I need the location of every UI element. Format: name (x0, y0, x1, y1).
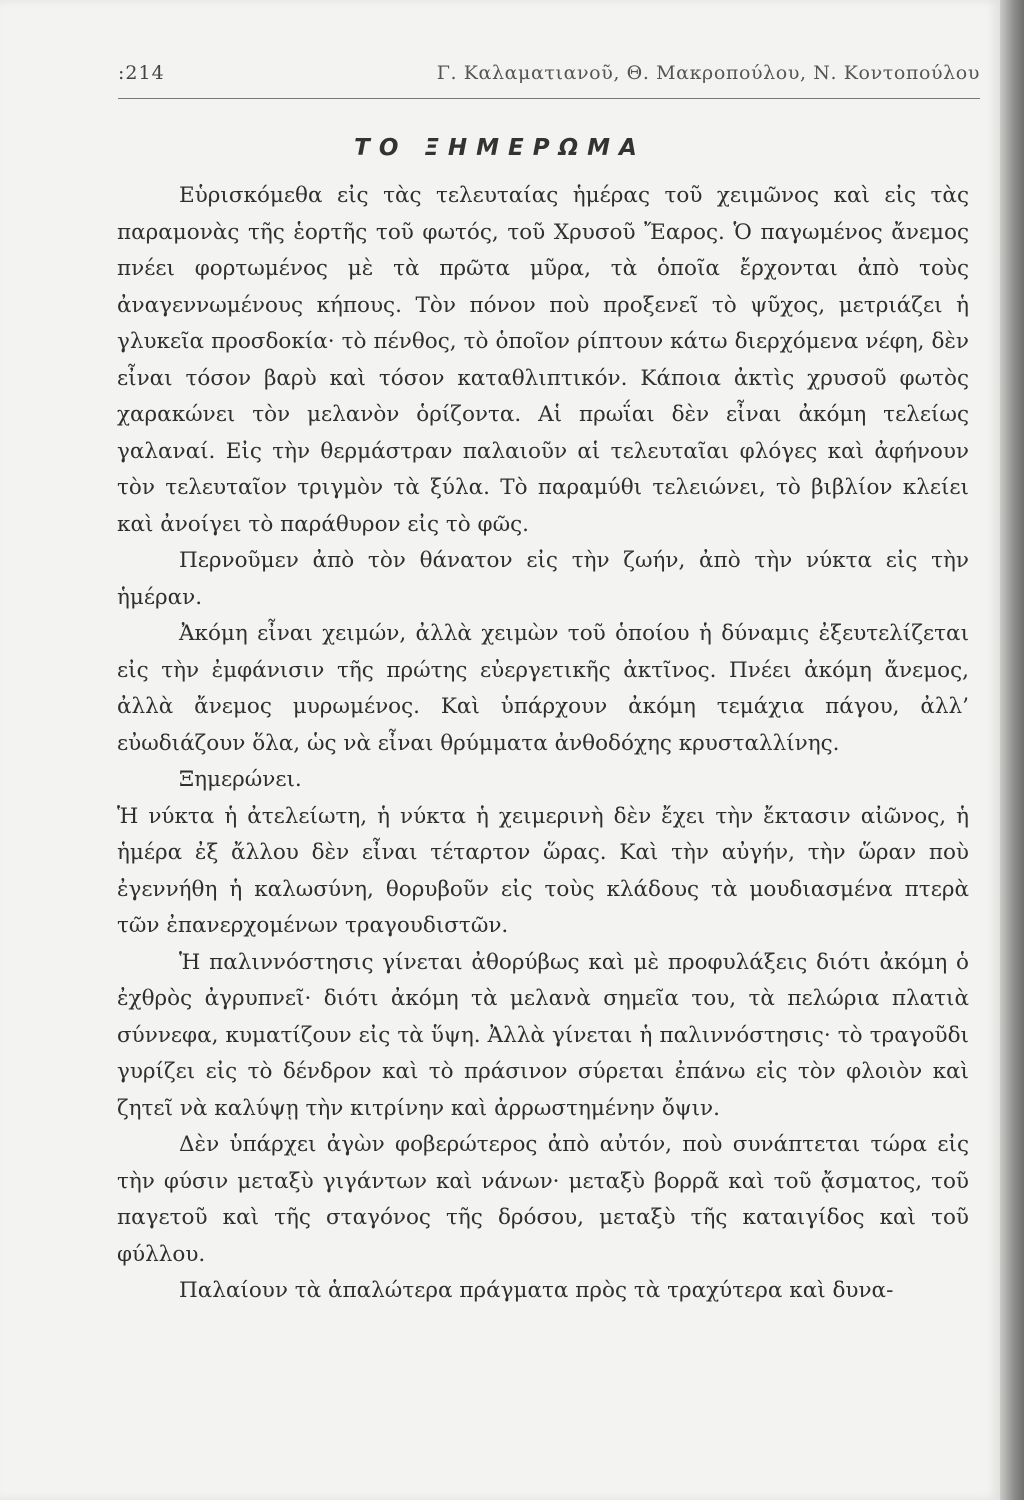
paragraph: Ἡ παλιννόστησις γίνεται ἀθορύβως καὶ μὲ προφυλάξεις διότι ἀκόμη ὁ ἐχθρὸς ἀγρυπνεῖ· διότι ἀκόμη τὰ μελανὰ σημεῖα του, τὰ πελώρια πλατιὰ σύννεφα, κυματίζουν εἰς τὰ ὕψη. Ἀλλὰ γίνεται ἡ παλιννόστησις· τὸ τραγοῦδι γυρίζει εἰς τὸ δένδρον καὶ τὸ πράσινον σύρεται ἐπάνω εἰς τὸν φλοιὸν καὶ ζητεῖ νὰ καλύψῃ τὴν κιτρίνην καὶ ἀρρωστημένην ὄψιν. (117, 949, 969, 1121)
paragraph: Παλαίουν τὰ ἁπαλώτερα πράγματα πρὸς τὰ τραχύτερα καὶ δυνα- (179, 1278, 894, 1303)
running-head-authors: Γ. Καλαματιανοῦ, Θ. Μακροπούλου, Ν. Κοντοπούλου (436, 62, 980, 84)
paragraph: Ἀκόμη εἶναι χειμών, ἀλλὰ χειμὼν τοῦ ὁποίου ἡ δύναμις ἐξευτελίζεται εἰς τὴν ἐμφάνισιν τῆς πρώτης εὐεργετικῆς ἀκτῖνος. Πνέει ἀκόμη ἄνεμος, ἀλλὰ ἄνεμος μυρωμένος. Καὶ ὑπάρχουν ἀκόμη τεμάχια πάγου, ἀλλ’ εὐωδιάζουν ὅλα, ὡς νὰ εἶναι θρύμματα ἀνθοδόχης κρυσταλλίνης. (117, 621, 969, 756)
paragraph: Ξημερώνει. (179, 767, 302, 792)
chapter-title: ΤΟ ΞΗΜΕΡΩΜΑ (354, 135, 646, 161)
paragraph: Δὲν ὑπάρχει ἀγὼν φοβερώτερος ἀπὸ αὐτόν, ποὺ συνάπτεται τώρα εἰς τὴν φύσιν μεταξὺ γιγάντων καὶ νάνων· μεταξὺ βορρᾶ καὶ τοῦ ᾄσματος, τοῦ παγετοῦ καὶ τῆς σταγόνος τῆς δρόσου, μεταξὺ τῆς καταιγίδος καὶ τοῦ φύλλου. (117, 1132, 969, 1267)
paragraph: Ἡ νύκτα ἡ ἀτελείωτη, ἡ νύκτα ἡ χειμερινὴ δὲν ἔχει τὴν ἔκτασιν αἰῶνος, ἡ ἡμέρα ἐξ ἄλλου δὲν εἶναι τέταρτον ὥρας. Καὶ τὴν αὐγήν, τὴν ὥραν ποὺ ἐγεννήθη ἡ καλωσύνη, θορυβοῦν εἰς τοὺς κλάδους τὰ μουδιασμένα πτερὰ τῶν ἐπανερχομένων τραγουδιστῶν. (117, 803, 969, 938)
page-number: :214 (118, 62, 165, 84)
paragraph: Περνοῦμεν ἀπὸ τὸν θάνατον εἰς τὴν ζωήν, ἀπὸ τὴν νύκτα εἰς τὴν ἡμέραν. (117, 548, 969, 610)
book-spine-edge (1000, 0, 1024, 1500)
body-text (117, 178, 969, 1310)
paragraph: Εὑρισκόμεθα εἰς τὰς τελευταίας ἡμέρας τοῦ χειμῶνος καὶ εἰς τὰς παραμονὰς τῆς ἑορτῆς τοῦ φωτός, τοῦ Χρυσοῦ Ἔαρος. Ὁ παγωμένος ἄνεμος πνέει φορτωμένος μὲ τὰ πρῶτα μῦρα, τὰ ὁποῖα ἔρχονται ἀπὸ τοὺς ἀναγεννωμένους κήπους. Τὸν πόνον ποὺ προξενεῖ τὸ ψῦχος, μετριάζει ἡ γλυκεῖα προσδοκία· τὸ πένθος, τὸ ὁποῖον ρίπτουν κάτω διερχόμενα νέφη, δὲν εἶναι τόσον βαρὺ καὶ τόσον καταθλιπτικόν. Κάποια ἀκτὶς χρυσοῦ φωτὸς χαρακώνει τὸν μελανὸν ὁρίζοντα. Αἱ πρωΐαι δὲν εἶναι ἀκόμη τελείως γαλαναί. Εἰς τὴν θερμάστραν παλαιοῦν αἱ τελευταῖαι φλόγες καὶ ἀφήνουν τὸν τελευταῖον τριγμὸν τὰ ξύλα. Τὸ παραμύθι τελειώνει, τὸ βιβλίον κλείει καὶ ἀνοίγει τὸ παράθυρον εἰς τὸ φῶς. (117, 183, 969, 537)
page-header (118, 62, 980, 99)
